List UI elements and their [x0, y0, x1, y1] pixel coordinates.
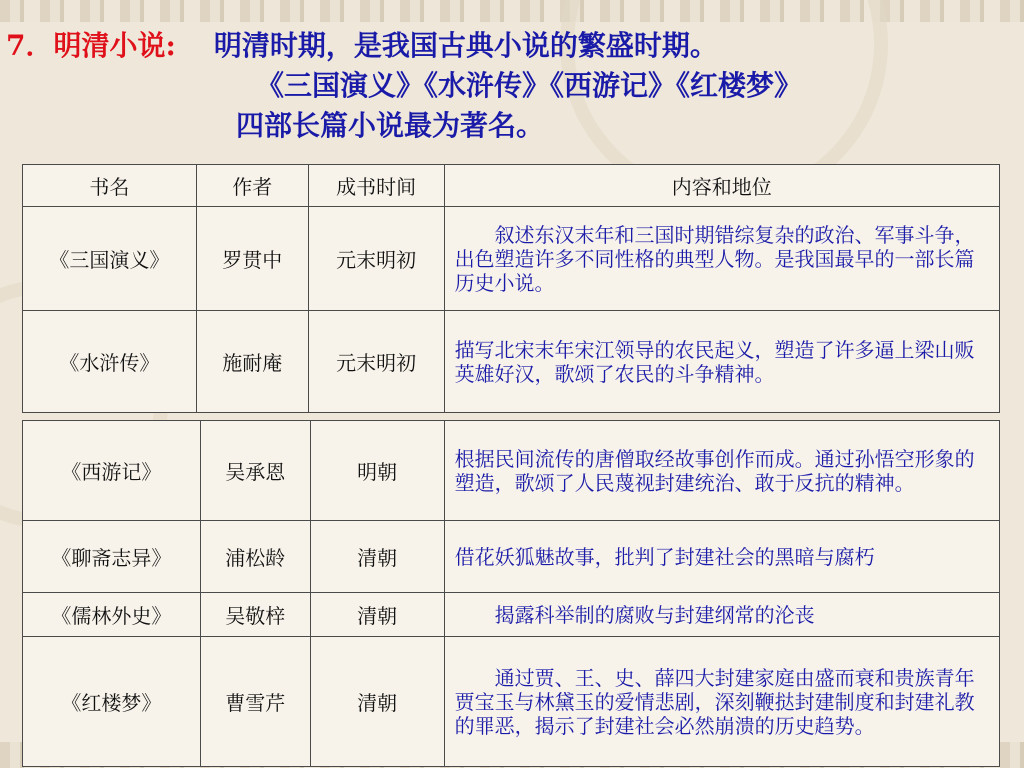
book-time: 元末明初 [308, 311, 444, 413]
book-title: 《西游记》 [23, 421, 201, 521]
book-author: 施耐庵 [196, 311, 308, 413]
book-author: 罗贯中 [196, 207, 308, 311]
heading-line-1 [6, 24, 718, 64]
table-row [23, 421, 1000, 521]
book-title: 《三国演义》 [23, 207, 197, 311]
novels-table-bottom [22, 420, 1000, 767]
table-row [23, 311, 1000, 413]
table-row [23, 637, 1000, 767]
table-row [23, 521, 1000, 593]
book-description: 叙述东汉末年和三国时期错综复杂的政治、军事斗争，出色塑造许多不同性格的典型人物。是我国最早的一部长篇历史小说。 [444, 207, 999, 311]
book-title: 《红楼梦》 [23, 637, 201, 767]
table-header-row [23, 165, 1000, 207]
book-time: 明朝 [310, 421, 444, 521]
book-description: 描写北宋末年宋江领导的农民起义，塑造了许多逼上梁山贩英雄好汉，歌颂了农民的斗争精神。 [444, 311, 999, 413]
section-label: 7．明清小说: [6, 29, 176, 62]
book-description: 根据民间流传的唐僧取经故事创作而成。通过孙悟空形象的塑造，歌颂了人民蔑视封建统治、敢于反抗的精神。 [444, 421, 999, 521]
book-author: 吴敬梓 [200, 593, 310, 637]
book-time: 清朝 [310, 637, 444, 767]
book-description: 通过贾、王、史、薛四大封建家庭由盛而衰和贵族青年贾宝玉与林黛玉的爱情悲剧，深刻鞭挞封建制度和封建礼教的罪恶，揭示了封建社会必然崩溃的历史趋势。 [444, 637, 999, 767]
book-author: 吴承恩 [200, 421, 310, 521]
book-author: 曹雪芹 [200, 637, 310, 767]
header-author: 作者 [196, 165, 308, 207]
heading-line-3: 四部长篇小说最为著名。 [236, 109, 545, 142]
book-time: 清朝 [310, 593, 444, 637]
book-title: 《聊斋志异》 [23, 521, 201, 593]
header-title: 书名 [23, 165, 197, 207]
heading-line-2: 《三国演义》《水浒传》《西游记》《红楼梦》 [256, 69, 803, 102]
heading-text: 明清时期，是我国古典小说的繁盛时期。 [213, 29, 718, 62]
book-title: 《水浒传》 [23, 311, 197, 413]
table-row [23, 207, 1000, 311]
table-row [23, 593, 1000, 637]
book-description: 揭露科举制的腐败与封建纲常的沦丧 [444, 593, 999, 637]
novels-table-top [22, 164, 1000, 413]
book-time: 清朝 [310, 521, 444, 593]
header-time: 成书时间 [308, 165, 444, 207]
header-content: 内容和地位 [444, 165, 999, 207]
book-description: 借花妖狐魅故事，批判了封建社会的黑暗与腐朽 [444, 521, 999, 593]
book-title: 《儒林外史》 [23, 593, 201, 637]
book-author: 浦松龄 [200, 521, 310, 593]
book-time: 元末明初 [308, 207, 444, 311]
